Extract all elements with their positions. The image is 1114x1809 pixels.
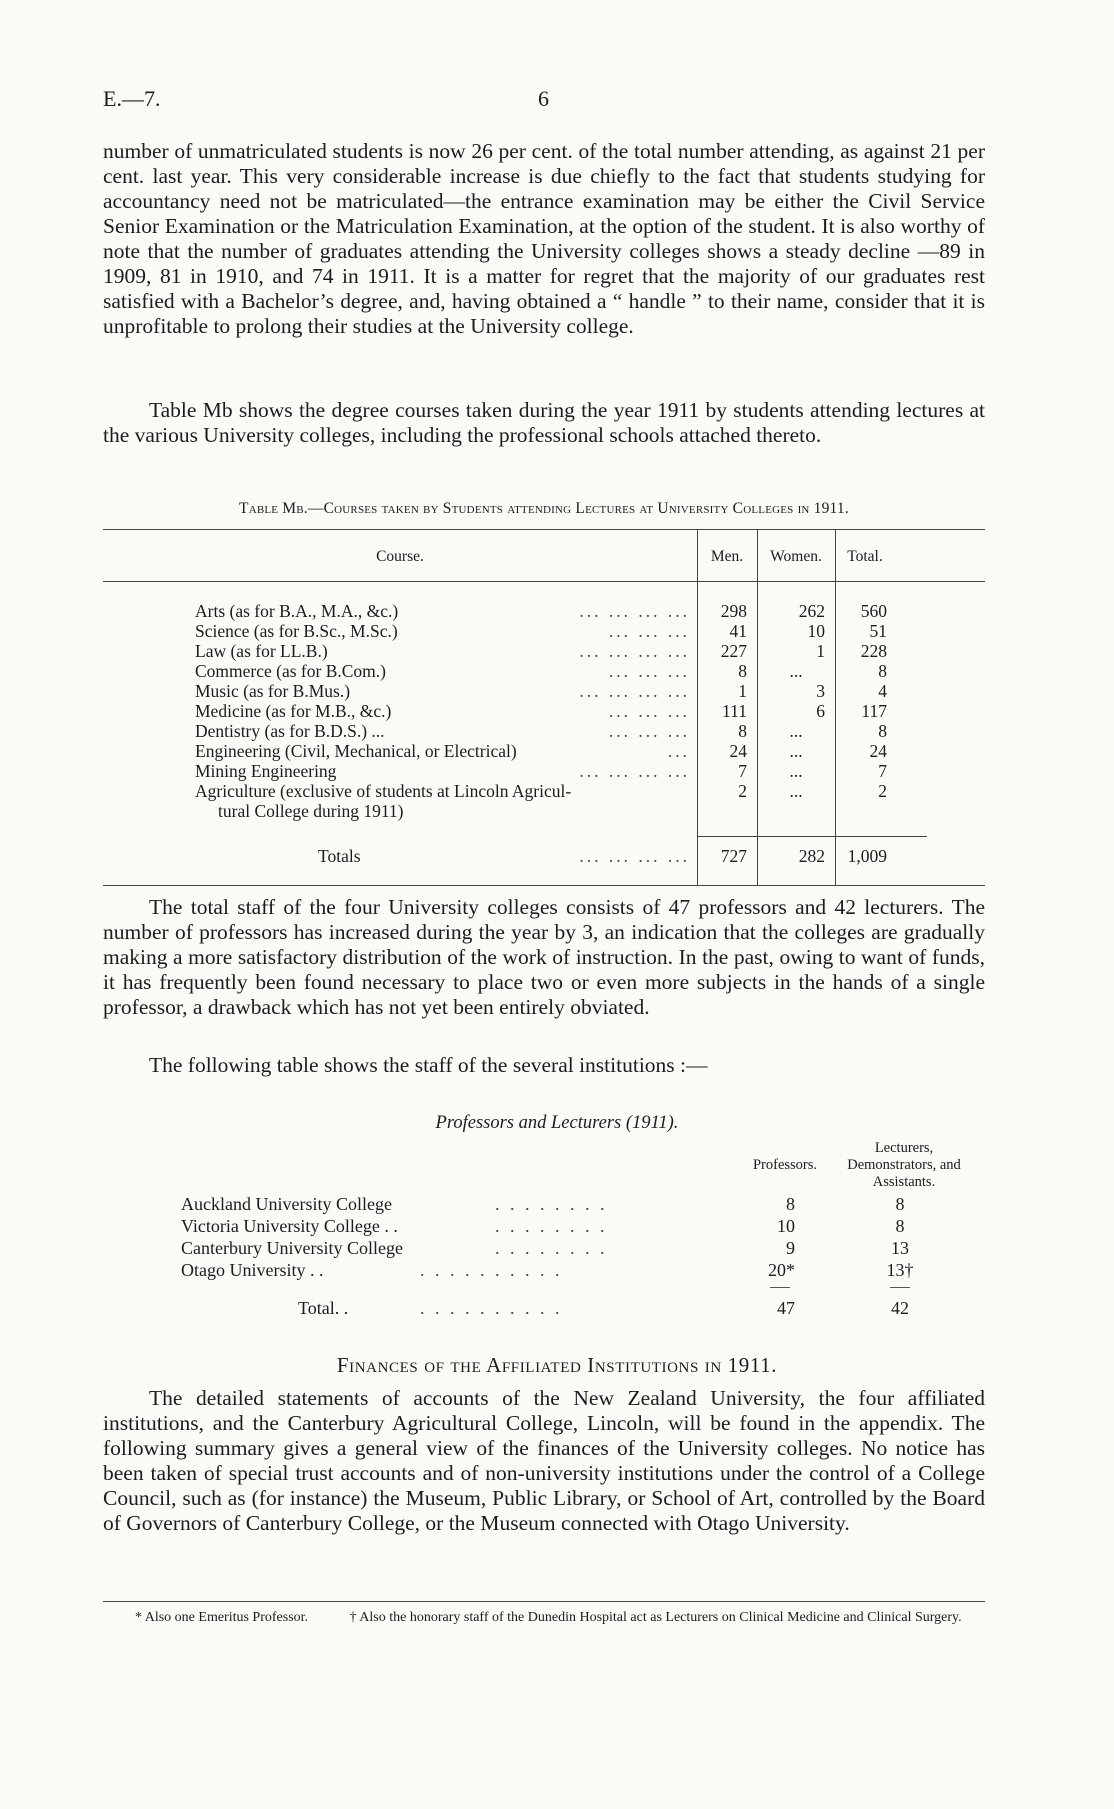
paragraph-staff-table-intro: The following table shows the staff of the several institutions :— [149,1053,708,1077]
men-count: 2 [738,781,747,801]
course-label: Music (as for B.Mus.) [195,681,351,701]
women-count: ... [789,721,803,741]
course-label: Commerce (as for B.Com.) [195,661,386,681]
total-count: 8 [878,721,887,741]
men-count: 8 [738,721,747,741]
dot-leader: ... ... ... ... [579,601,690,621]
course-label: Agriculture (exclusive of students at Lincoln Agricul- [195,781,572,801]
men-count: 41 [729,621,747,641]
course-label: Medicine (as for M.B., &c.) [195,701,392,721]
men-count: 8 [738,661,747,681]
course-label-continued: tural College during 1911) [218,801,404,821]
dot-leader: ... ... ... ... [579,681,690,701]
women-count: 6 [816,701,825,721]
dot-leader: ... ... ... [608,701,690,721]
men-count: 1 [738,681,747,701]
dot-leader: ... ... ... [608,721,690,741]
institution-name: Victoria University College . . [181,1216,398,1236]
course-label: Law (as for LL.B.) [195,641,328,661]
table-mb-caption: Table Mb.—Courses taken by Students attending Lectures at University Colleges in 1911. [239,500,849,517]
women-count: ... [789,761,803,781]
dot-leader: . . . . . . . . [495,1238,608,1258]
professors-count: 9 [786,1238,795,1258]
institution-name: Canterbury University College [181,1238,403,1258]
women-count: 1 [816,641,825,661]
dot-leader: ... ... ... [608,661,690,681]
men-count: 298 [720,601,747,621]
men-count: 7 [738,761,747,781]
women-count: 262 [798,601,825,621]
paragraph-finances: The detailed statements of accounts of the New Zealand University, the four affiliated institutions, and the Canterbury Agricultural College, Lincoln, will be found in the appendix. The following summary gives a general view of the finances of the University colleges. No notice has been taken of special trust accounts and of non-university institutions under the control of a College Council, such as (for instance) the Museum, Public Library, or School of Art, controlled by the Board of Governors of Canterbury College, or the Museum connected with Otago University. [103,1386,985,1535]
paragraph-staff: The total staff of the four University colleges consists of 47 professors and 42 lecturers. The number of professors has increased during the year by 3, an indication that the colleges are gradually making a more satisfactory distribution of the work of instruction. In the past, owing to want of funds, it has frequently been found necessary to place two or even more subjects in the hands of a single professor, a drawback which has not yet been entirely obviated. [103,895,985,1019]
men-count: 227 [720,641,747,661]
total-count: 560 [860,601,887,621]
men-count: 24 [729,741,747,761]
totals-label: Totals [318,846,361,866]
lecturers-count: 8 [895,1216,905,1236]
course-label: Dentistry (as for B.D.S.) ... [195,721,385,741]
lecturers-count: 8 [895,1194,905,1214]
column-header-men: Men. [710,548,744,565]
table-header-rule [103,581,985,582]
paragraph-unmatriculated: number of unmatriculated students is now 26 per cent. of the total number attending, as against 21 per cent. last year. This very considerable increase is due chiefly to the fact that students studying for accountancy need not be matriculated—the entrance examination may be either the Civil Service Senior Examination or the Matriculation Examination, at the option of the student. It is also worthy of note that the number of graduates attending the University colleges shows a steady decline —89 in 1909, 81 in 1910, and 74 in 1911. It is a matter for regret that the majority of our graduates rest satisfied with a Bachelor’s degree, and, having obtained a “ handle ” to their name, consider that it is unprofitable to prolong their studies at the University college. [103,139,985,338]
dot-leader: . . . . . . . . [495,1216,608,1236]
table-bottom-rule [103,885,985,886]
column-header-women: Women. [770,548,822,565]
total-label: Total. . [298,1298,349,1318]
total-count: 4 [878,681,887,701]
footnote-dagger: † Also the honorary staff of the Dunedin Hospital act as Lecturers on Clinical Medicine and Clinical Surgery. [349,1610,962,1625]
sum-rule-lecturers [890,1287,910,1288]
professors-total: 47 [777,1298,795,1318]
professors-count: 10 [777,1216,795,1236]
table-top-rule [103,529,985,530]
dot-leader: ... ... ... ... [579,641,690,661]
women-count: 3 [816,681,825,701]
course-label: Engineering (Civil, Mechanical, or Electrical) [195,741,517,761]
lecturers-total: 42 [891,1298,909,1318]
women-total: 282 [798,846,825,866]
dot-leader: . . . . . . . . . . [420,1260,563,1280]
course-label: Arts (as for B.A., M.A., &c.) [195,601,399,621]
finances-heading: Finances of the Affiliated Institutions in 1911. [336,1353,778,1377]
document-reference: E.—7. [103,86,161,111]
women-count: 10 [807,621,825,641]
total-count: 8 [878,661,887,681]
column-header-lecturers: Lecturers, Demonstrators, and Assistants. [847,1140,961,1190]
course-label: Mining Engineering [195,761,337,781]
women-count: ... [789,781,803,801]
women-count: ... [789,661,803,681]
lecturers-count: 13 [891,1238,909,1258]
total-count: 228 [860,641,887,661]
total-count: 117 [861,701,887,721]
professors-count: 8 [786,1194,795,1214]
column-header-course: Course. [376,548,424,565]
dot-leader: ... [667,741,690,761]
men-total: 727 [720,846,747,866]
footnote-star: * Also one Emeritus Professor. [135,1610,309,1625]
dot-leader: ... ... ... ... [579,846,690,866]
lecturers-count: 13† [886,1260,914,1280]
total-count: 51 [869,621,887,641]
grand-total: 1,009 [847,846,887,866]
course-label: Science (as for B.Sc., M.Sc.) [195,621,398,641]
total-count: 24 [869,741,887,761]
dot-leader: . . . . . . . . [495,1194,608,1214]
institution-name: Otago University . . [181,1260,324,1280]
total-count: 2 [878,781,887,801]
total-count: 7 [878,761,887,781]
dot-leader: . . . . . . . . . . [420,1298,563,1318]
table-totals-rule [697,836,927,837]
footnotes [103,1609,985,1626]
women-count: ... [789,741,803,761]
professors-count: 20* [768,1260,795,1280]
page-number: 6 [538,86,549,111]
footnote-rule [103,1601,985,1602]
paragraph-table-mb-intro: Table Mb shows the degree courses taken during the year 1911 by students attending lectures at the various University colleges, including the professional schools attached thereto. [103,398,985,447]
dot-leader: ... ... ... [608,621,690,641]
institution-name: Auckland University College [181,1194,392,1214]
staff-table-title: Professors and Lecturers (1911). [435,1113,679,1133]
column-header-total: Total. [847,548,883,565]
dot-leader: ... ... ... ... [579,761,690,781]
column-header-professors: Professors. [752,1157,818,1173]
men-count: 111 [722,701,747,721]
sum-rule-professors [770,1287,790,1288]
